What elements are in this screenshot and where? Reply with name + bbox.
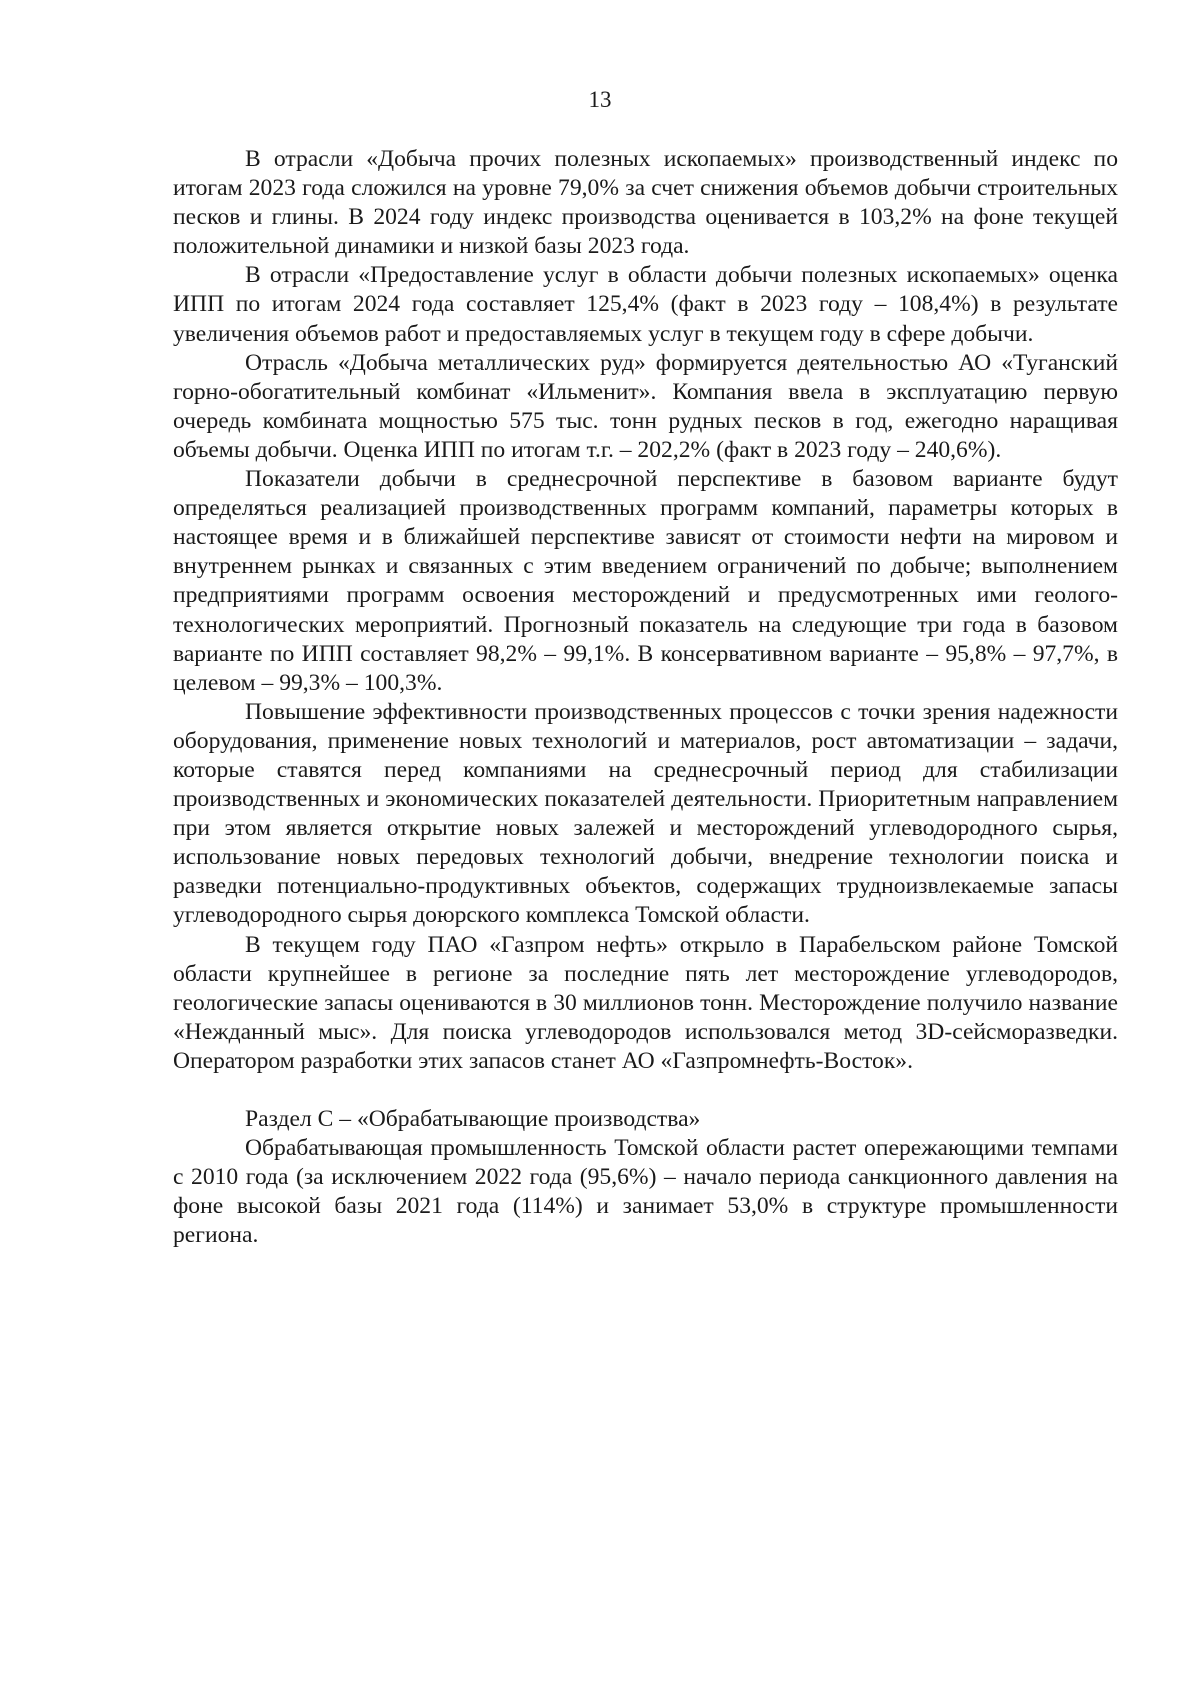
paragraph-efficiency: Повышение эффективности производственных процессов с точки зрения надежности оборудования, применение новых технологий и материалов, рост автоматизации – задачи, которые ставятся перед компаниями на среднесрочный период для стабилизации производственных и экономических показателей деятельности. Приоритетным направлением при этом является открытие новых залежей и месторождений углеводородного сырья, использование новых передовых технологий добычи, внедрение технологии поиска и разведки потенциально-продуктивных объектов, содержащих трудноизвлекаемые запасы углеводородного сырья доюрского комплекса Томской области. <box>173 698 1118 929</box>
section-heading: Раздел С – «Обрабатывающие производства» <box>245 1106 701 1132</box>
paragraph-new-field: В текущем году ПАО «Газпром нефть» открыло в Парабельском районе Томской области крупнейшее в регионе за последние пять лет месторождение углеводородов, геологические запасы оцениваются в 30 миллионов тонн. Месторождение получило название «Нежданный мыс». Для поиска углеводородов использовался метод 3D-сейсморазведки. Оператором разработки этих запасов станет АО «Газпромнефть-Восток». <box>173 931 1118 1074</box>
paragraph-mining-services: В отрасли «Предоставление услуг в области добычи полезных ископаемых» оценка ИПП по итогам 2024 года составляет 125,4% (факт в 2023 году – 108,4%) в результате увеличения объемов работ и предоставляемых услуг в текущем году в сфере добычи. <box>173 262 1118 347</box>
paragraph-medium-term-forecast: Показатели добычи в среднесрочной перспективе в базовом варианте будут определяться реализацией производственных программ компаний, параметры которых в настоящее время и в ближайшей перспективе зависят от стоимости нефти на мировом и внутреннем рынках и связанных с этим введением ограничений по добыче; выполнением предприятиями программ освоения месторождений и предусмотренных ими геолого-технологических мероприятий. Прогнозный показатель на следующие три года в базовом варианте по ИПП составляет 98,2% – 99,1%. В консервативном варианте – 95,8% – 97,7%, в целевом – 99,3% – 100,3%. <box>173 466 1118 696</box>
document-body <box>173 145 1118 1250</box>
page-number: 13 <box>588 87 612 112</box>
paragraph-other-minerals: В отрасли «Добыча прочих полезных ископаемых» производственный индекс по итогам 2023 года сложился на уровне 79,0% за счет снижения объемов добычи строительных песков и глины. В 2024 году индекс производства оценивается в 103,2% на фоне текущей положительной динамики и низкой базы 2023 года. <box>173 146 1118 260</box>
paragraph-manufacturing: Обрабатывающая промышленность Томской области растет опережающими темпами с 2010 года (за исключением 2022 года (95,6%) – начало периода санкционного давления на фоне высокой базы 2021 года (114%) и занимает 53,0% в структуре промышленности региона. <box>173 1135 1118 1249</box>
paragraph-metal-ores: Отрасль «Добыча металлических руд» формируется деятельностью АО «Туганский горно-обогатительный комбинат «Ильменит». Компания ввела в эксплуатацию первую очередь комбината мощностью 575 тыс. тонн рудных песков в год, ежегодно наращивая объемы добычи. Оценка ИПП по итогам т.г. – 202,2% (факт в 2023 году – 240,6%). <box>173 349 1118 463</box>
